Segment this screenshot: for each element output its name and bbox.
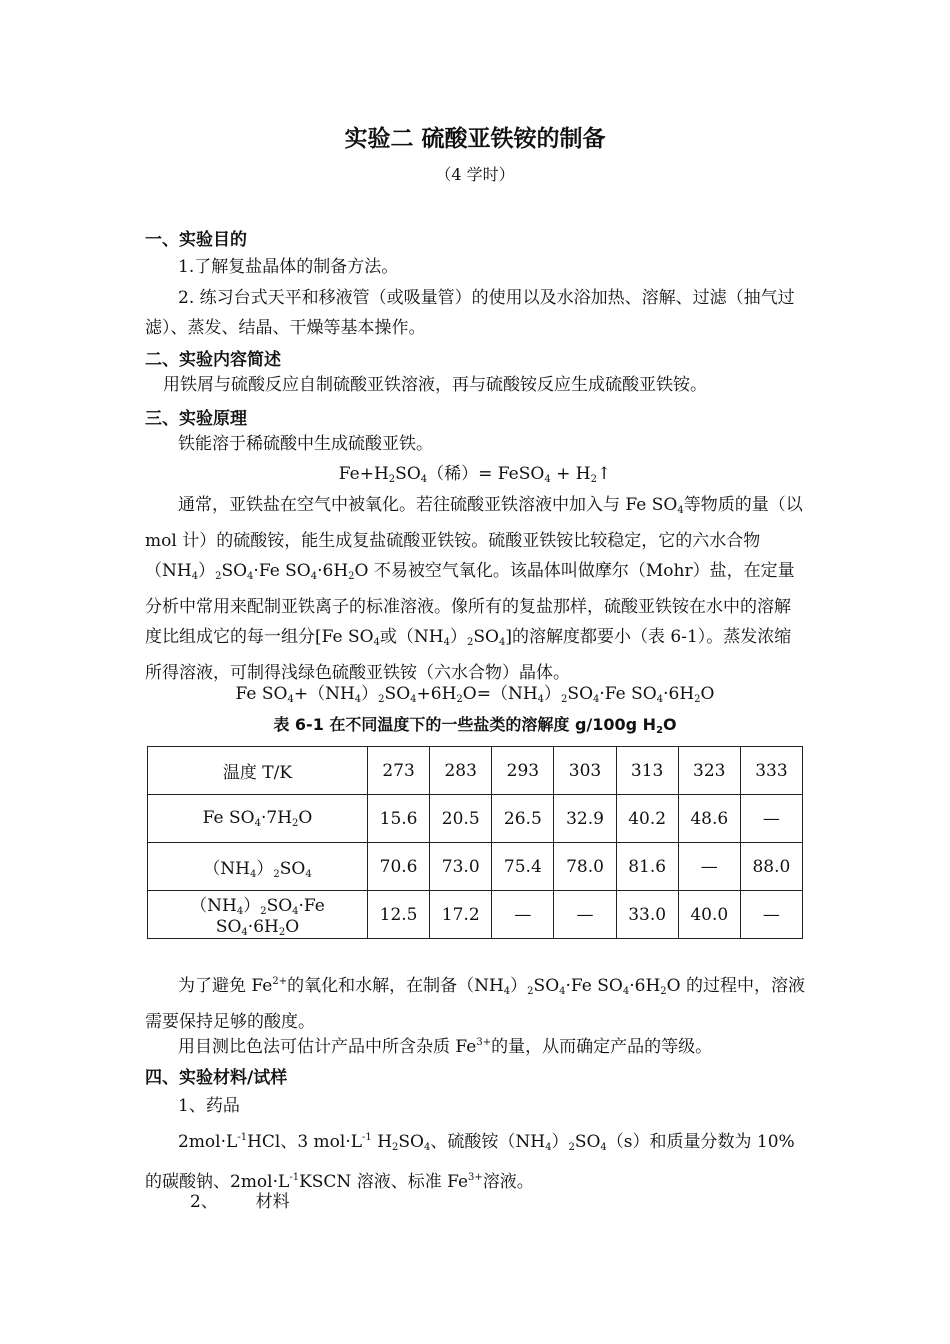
section-heading-principle: 三、实验原理 xyxy=(145,409,247,429)
table-header-label: 温度 T/K xyxy=(148,747,368,795)
page-subtitle: （4 学时） xyxy=(435,165,515,184)
reagents-paragraph: $2mol\cdot L^{-1}HCl$、3 $mol\cdot L^{-1}$ $H_2SO_4$、硫酸铵$(NH_4)_2SO_4(s)$和质量分数为 10%的碳酸钠、$2mol\cdot L^{-1}KSCN$ 溶液、标准 $Fe^{3+}$溶液。 xyxy=(145,1132,795,1192)
reaction-equation-2: Fe $SO_4+(NH_4)_2SO_4+6H_2O=(NH_4)_2SO_4\cdot Fe$ $SO_4\cdot 6H_2O$ xyxy=(235,684,715,705)
table-cell: — xyxy=(678,843,740,891)
section-heading-materials: 四、实验材料/试样 xyxy=(145,1068,288,1088)
table-cell: — xyxy=(740,891,802,939)
table-cell: 40.2 xyxy=(616,795,678,843)
table-header-cell: 333 xyxy=(740,747,802,795)
table-cell: 48.6 xyxy=(678,795,740,843)
solubility-table xyxy=(147,746,803,939)
table-header-cell: 313 xyxy=(616,747,678,795)
table-header-cell: 303 xyxy=(554,747,616,795)
summary-paragraph: 用铁屑与硫酸反应自制硫酸亚铁溶液，再与硫酸铵反应生成硫酸亚铁铵。 xyxy=(163,375,707,395)
table-cell: — xyxy=(740,795,802,843)
table-cell: 40.0 xyxy=(678,891,740,939)
page-title: 实验二 硫酸亚铁铵的制备 xyxy=(344,126,606,152)
table-cell: 15.6 xyxy=(368,795,430,843)
materials-subheading-reagents: 1、药品 xyxy=(178,1096,240,1116)
table-row-label: Fe $SO_4\cdot 7H_2O$ xyxy=(148,795,368,843)
principle-paragraph-4: 用目测比色法可估计产品中所含杂质 $Fe^{3+}$的量，从而确定产品的等级。 xyxy=(178,1037,713,1057)
table-cell: 33.0 xyxy=(616,891,678,939)
table-cell: 73.0 xyxy=(430,843,492,891)
table-cell: 26.5 xyxy=(492,795,554,843)
principle-paragraph-1: 铁能溶于稀硫酸中生成硫酸亚铁。 xyxy=(178,434,433,454)
table-cell: 81.6 xyxy=(616,843,678,891)
purpose-item-2: 2. 练习台式天平和移液管（或吸量管）的使用以及水浴加热、溶解、过滤（抽气过滤）、蒸发、结晶、干燥等基本操作。 xyxy=(145,288,795,338)
table-cell: 17.2 xyxy=(430,891,492,939)
purpose-item-1: 1.了解复盐晶体的制备方法。 xyxy=(178,257,399,277)
table-header-cell: 293 xyxy=(492,747,554,795)
table-row-label: $(NH_4)_2SO_4\cdot Fe$ $SO_4\cdot 6H_2O$ xyxy=(148,891,368,939)
table-header-cell: 323 xyxy=(678,747,740,795)
principle-paragraph-2: 通常，亚铁盐在空气中被氧化。若往硫酸亚铁溶液中加入与 Fe $SO_4$等物质的量（以 mol 计）的硫酸铵，能生成复盐硫酸亚铁铵。硫酸亚铁铵比较稳定，它的六水合物$(NH_4)_2SO_4\cdot Fe$ $SO_4\cdot 6H_2O$ 不易被空气氧化。该晶体叫做摩尔（Mohr）盐，在定量分析中常用来配制亚铁离子的标准溶液。像所有的复盐那样，硫酸亚铁铵在水中的溶解度比组成它的每一组分[Fe $SO_4$或$(NH_4)_2SO_4$]的溶解度都要小（表 6-1）。蒸发浓缩所得溶液，可制得浅绿色硫酸亚铁铵（六水合物）晶体。 xyxy=(145,495,803,683)
table-row-label: $(NH_4)_2SO_4$ xyxy=(148,843,368,891)
table-cell: — xyxy=(554,891,616,939)
table-cell: 20.5 xyxy=(430,795,492,843)
principle-paragraph-3: 为了避免 $Fe^{2+}$的氧化和水解，在制备$(NH_4)_2SO_4\cdot Fe$ $SO_4\cdot 6H_2O$ 的过程中，溶液需要保持足够的酸度。 xyxy=(145,976,805,1032)
materials-subheading-materials: 2、 材料 xyxy=(190,1192,290,1212)
table-cell: 75.4 xyxy=(492,843,554,891)
table-header-cell: 273 xyxy=(368,747,430,795)
table-row xyxy=(148,795,803,843)
table-caption: 表 6-1 在不同温度下的一些盐类的溶解度 g/100g $H_2O$ xyxy=(273,715,677,736)
table-header-row xyxy=(148,747,803,795)
table-cell: 12.5 xyxy=(368,891,430,939)
table-cell: — xyxy=(492,891,554,939)
table-row xyxy=(148,891,803,939)
table-row xyxy=(148,843,803,891)
table-cell: 32.9 xyxy=(554,795,616,843)
table-cell: 78.0 xyxy=(554,843,616,891)
table-cell: 70.6 xyxy=(368,843,430,891)
table-cell: 88.0 xyxy=(740,843,802,891)
table-header-cell: 283 xyxy=(430,747,492,795)
section-heading-purpose: 一、实验目的 xyxy=(145,230,247,250)
section-heading-summary: 二、实验内容简述 xyxy=(145,350,281,370)
reaction-equation-1: $Fe+H_2SO_4$（稀）= FeSO$_4$ + $H_2↑$ xyxy=(338,464,612,485)
